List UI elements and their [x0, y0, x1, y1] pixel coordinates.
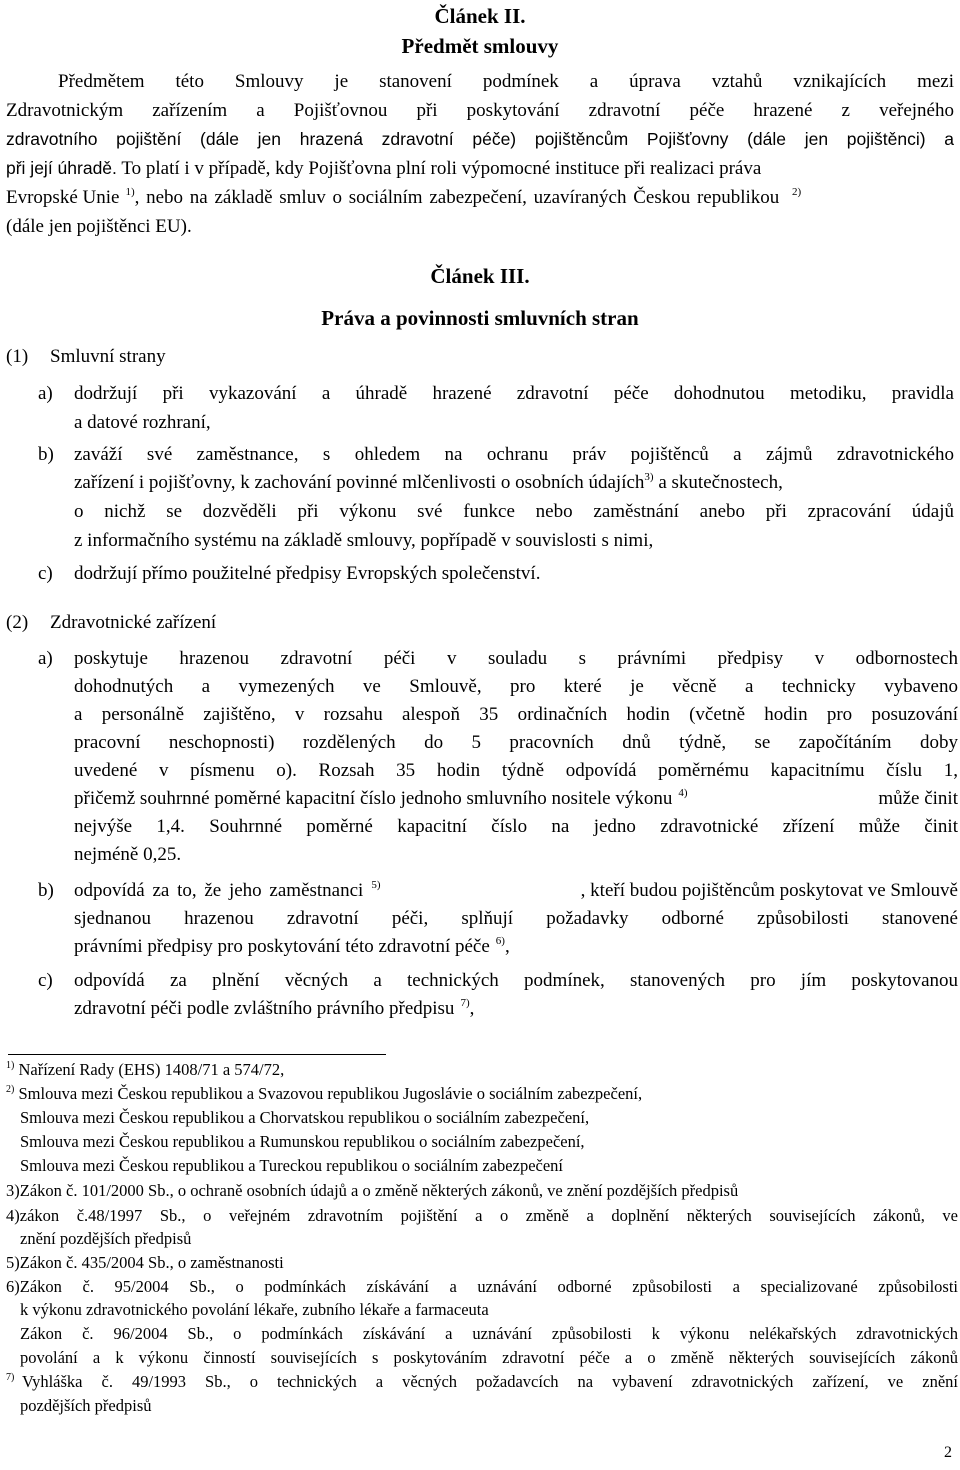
footnote-6-line-4: povolání a k výkonu činností souvisejících s poskytováním zdravotní péče a o změně některých souvisejících zákonů: [20, 1348, 958, 1367]
article-2-paragraph-line-6: (dále jen pojištěnci EU).: [6, 216, 192, 237]
section-2-item-a-line-6-part-a: přičemž souhrnné poměrné kapacitní číslo jednoho smluvního nositele výkonu: [74, 788, 673, 809]
section-2-item-a-line-4: pracovní neschopnosti) rozdělených do 5 pracovních dnů týdně, se započítáním doby: [74, 732, 958, 753]
section-2-item-b-line-1-part-b: , kteří budou pojištěncům poskytovat ve Smlouvě: [580, 880, 958, 901]
section-2-item-a-line-3: a personálně zajištěno, v rozsahu alespoň 35 ordinačních hodin (včetně hodin pro posuzování: [74, 704, 958, 725]
section-2-item-a-line-8: nejméně 0,25.: [74, 844, 182, 865]
section-2-item-a-label: a): [38, 648, 53, 669]
section-2-item-b-line-1-part-a: odpovídá za to, že jeho zaměstnanci: [74, 880, 364, 901]
section-1-item-c-line-1: dodržují přímo použitelné předpisy Evropských společenství.: [74, 563, 541, 584]
article-3-heading: Článek III.: [430, 264, 530, 288]
footnote-2-line-1: Smlouva mezi Českou republikou a Svazovou republikou Jugoslávie o sociálním zabezpečení,: [18, 1084, 643, 1103]
footnote-separator: [8, 1054, 386, 1055]
section-1-item-b-line-2-part-a: zařízení i pojišťovny, k zachování povinné mlčenlivosti o osobních údajích: [74, 472, 645, 493]
footnote-4-line-2: znění pozdějších předpisů: [20, 1229, 192, 1248]
section-1-number: (1): [6, 346, 29, 367]
section-2-item-a-line-6-part-b: může činit: [878, 788, 958, 809]
footnote-6-line-3: Zákon č. 96/2004 Sb., o podmínkách získávání a uznávání způsobilosti k výkonu nelékařských zdravotnických: [20, 1324, 958, 1343]
section-2-item-a-line-6: [74, 788, 958, 810]
section-2-item-a-line-2: dohodnutých a vymezených ve Smlouvě, pro které je věcně a technicky vybaveno: [74, 676, 958, 697]
footnote-ref-2: 2): [792, 186, 802, 198]
section-2-item-a-line-5: uvedené v písmenu o). Rozsah 35 hodin týdně odpovídá poměrnému kapacitnímu číslu 1,: [74, 760, 958, 781]
footnote-1: [6, 1060, 284, 1080]
footnote-2-marker: 2): [6, 1084, 15, 1095]
section-2-item-b-label: b): [38, 880, 54, 901]
footnote-2-line-3: Smlouva mezi Českou republikou a Rumunskou republikou o sociálním zabezpečení,: [20, 1132, 585, 1151]
article-2-line-5-part-a: Evropské Unie: [6, 187, 120, 208]
article-2-heading: Článek II.: [434, 4, 526, 28]
section-1-item-b-line-3: o nichž se dozvěděli při výkonu své funkce nebo zaměstnání anebo při zpracování údajů: [74, 501, 954, 522]
section-2-item-b-line-3: [74, 936, 510, 958]
footnote-4-line-1: 4)zákon č.48/1997 Sb., o veřejném zdravotním pojištění a o změně a doplnění některých souvisejících zákonů, ve: [6, 1206, 958, 1225]
article-2-line-4-part-a: při její úhradě.: [6, 158, 117, 178]
section-1-item-b-line-4: z informačního systému na základě smlouvy, popřípadě v souvislosti s nimi,: [74, 530, 654, 551]
section-2-title: Zdravotnické zařízení: [50, 612, 217, 633]
section-2-item-b-line-2: sjednanou hrazenou zdravotní péči, splňují požadavky odborné způsobilosti stanovené: [74, 908, 958, 929]
footnote-1-text: Nařízení Rady (EHS) 1408/71 a 574/72,: [18, 1060, 285, 1079]
section-1-item-c-label: c): [38, 563, 53, 584]
article-2-line-4-part-b: To platí i v případě, kdy Pojišťovna plní roli výpomocné instituce při realizaci práva: [121, 158, 762, 179]
article-2-paragraph-line-3: zdravotního pojištění (dále jen hrazená zdravotní péče) pojištěncům Pojišťovny (dále jen pojištěnci) a: [6, 129, 954, 149]
footnote-2: [6, 1084, 642, 1104]
section-2-item-c-line-2: [74, 998, 474, 1020]
section-1-item-a-label: a): [38, 383, 53, 404]
footnote-ref-5: 5): [371, 879, 381, 891]
section-2-item-c-line-1: odpovídá za plnění věcných a technických podmínek, stanovených pro jím poskytovanou: [74, 970, 958, 991]
section-1-item-a-line-1: dodržují při vykazování a úhradě hrazené zdravotní péče dohodnutou metodiku, pravidla: [74, 383, 954, 404]
footnote-7-line-2: pozdějších předpisů: [20, 1396, 152, 1415]
footnote-ref-3: 3): [644, 471, 654, 483]
footnote-2-line-4: Smlouva mezi Českou republikou a Tureckou republikou o sociálním zabezpečení: [20, 1156, 564, 1175]
page-number: 2: [944, 1444, 952, 1461]
section-1-item-b-label: b): [38, 444, 54, 465]
section-1-item-b-line-2: [74, 472, 783, 494]
footnote-6-line-1: 6)Zákon č. 95/2004 Sb., o podmínkách získávání a uznávání odborné způsobilosti a specializované způsobilosti: [6, 1277, 958, 1296]
footnote-7-marker: 7): [6, 1372, 15, 1383]
section-2-item-b-line-3-part-b: ,: [504, 936, 510, 957]
article-3-subheading: Práva a povinnosti smluvních stran: [321, 306, 639, 330]
footnote-3: 3)Zákon č. 101/2000 Sb., o ochraně osobních údajů a o změně některých zákonů, ve znění pozdějších předpisů: [6, 1181, 739, 1200]
section-2-item-c-line-2-part-b: ,: [469, 998, 475, 1019]
section-2-item-c-line-2-part-a: zdravotní péči podle zvláštního právního předpisu: [74, 998, 455, 1019]
section-2-item-a-line-7: nejvýše 1,4. Souhrnné poměrné kapacitní číslo na jedno zdravotnické zřízení může činit: [74, 816, 958, 837]
section-2-item-a-line-1: poskytuje hrazenou zdravotní péči v souladu s právními předpisy v odbornostech: [74, 648, 958, 669]
section-1-item-b-line-1: zaváží své zaměstnance, s ohledem na ochranu práv pojištěnců a zájmů zdravotnického: [74, 444, 954, 465]
article-2-paragraph-line-5: [6, 187, 801, 209]
footnote-6-line-2: k výkonu zdravotnického povolání lékaře, zubního lékaře a farmaceuta: [20, 1300, 489, 1319]
article-2-paragraph-line-4: [6, 158, 954, 180]
section-2-item-c-label: c): [38, 970, 53, 991]
section-2-item-b-line-1: [74, 880, 958, 902]
article-2-paragraph-line-2: Zdravotnickým zařízením a Pojišťovnou při poskytování zdravotní péče hrazené z veřejného: [6, 100, 954, 121]
footnote-7-line-1: [6, 1372, 958, 1392]
section-1-item-b-line-2-part-b: a skutečnostech,: [658, 472, 783, 493]
footnote-ref-1: 1): [125, 186, 135, 198]
section-1-item-a-line-2: a datové rozhraní,: [74, 412, 211, 433]
footnote-ref-6: 6): [495, 935, 505, 947]
footnote-7-text: Vyhláška č. 49/1993 Sb., o technických a věcných požadavcích na vybavení zdravotnických zařízení, ve znění: [22, 1372, 958, 1391]
article-2-line-5-part-b: , nebo na základě smluv o sociálním zabezpečení, uzavíraných Českou republikou: [134, 187, 780, 208]
footnote-ref-4: 4): [678, 787, 688, 799]
section-2-item-b-line-3-part-a: právními předpisy pro poskytování této zdravotní péče: [74, 936, 490, 957]
article-2-paragraph-line-1: Předmětem této Smlouvy je stanovení podmínek a úprava vztahů vznikajících mezi: [58, 71, 954, 92]
section-1-title: Smluvní strany: [50, 346, 166, 367]
footnote-5: 5)Zákon č. 435/2004 Sb., o zaměstnanosti: [6, 1253, 284, 1272]
section-2-number: (2): [6, 612, 29, 633]
footnote-1-marker: 1): [6, 1060, 15, 1071]
footnote-ref-7: 7): [460, 997, 470, 1009]
footnote-2-line-2: Smlouva mezi Českou republikou a Chorvatskou republikou o sociálním zabezpečení,: [20, 1108, 590, 1127]
article-2-subheading: Předmět smlouvy: [401, 34, 559, 58]
